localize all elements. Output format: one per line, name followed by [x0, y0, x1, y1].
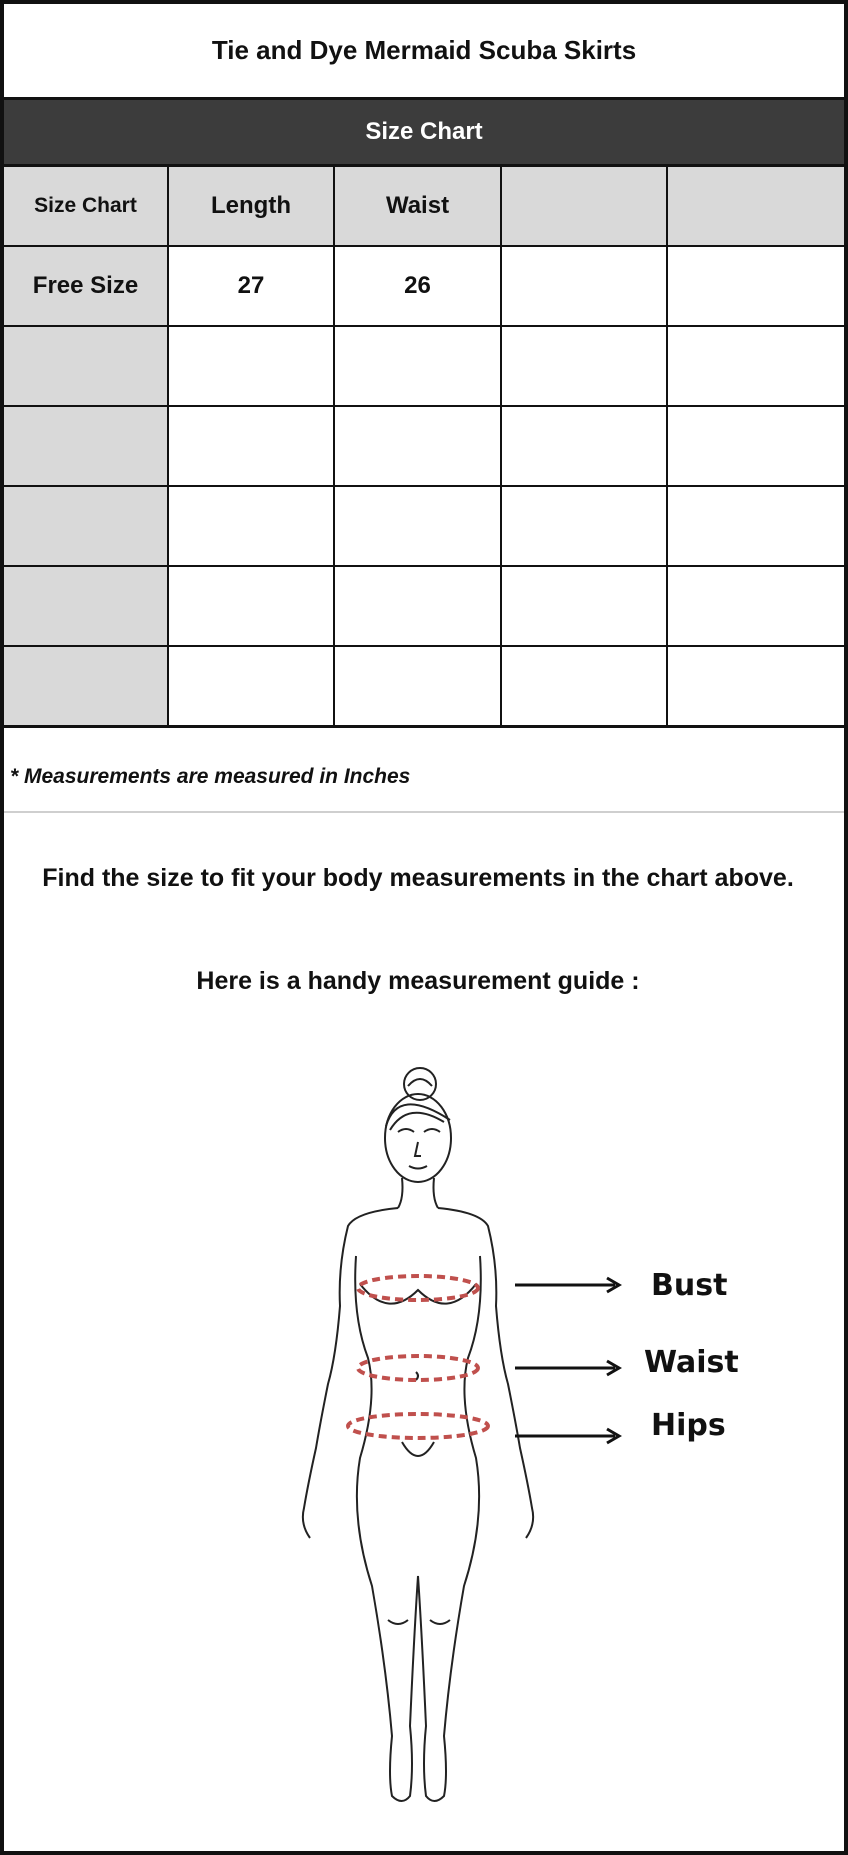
- table-row: [4, 646, 844, 727]
- table-cell: [667, 406, 844, 486]
- waist-label: Waist: [644, 1345, 739, 1380]
- table-cell: [501, 486, 667, 566]
- page-title: Tie and Dye Mermaid Scuba Skirts: [4, 4, 844, 100]
- table-cell: 27: [168, 246, 334, 326]
- table-row: [4, 406, 844, 486]
- size-chart-header: Size Chart: [4, 100, 844, 167]
- table-cell: [168, 646, 334, 727]
- header-cell: Waist: [334, 167, 501, 246]
- bust-label: Bust: [651, 1268, 728, 1303]
- table-cell: [4, 566, 168, 646]
- table-cell: [334, 326, 501, 406]
- guide-subtitle: Here is a handy measurement guide :: [196, 967, 640, 995]
- table-cell: [334, 486, 501, 566]
- table-cell: [667, 246, 844, 326]
- table-cell: [4, 406, 168, 486]
- table-cell: [501, 406, 667, 486]
- table-cell: [501, 326, 667, 406]
- divider: [4, 811, 844, 813]
- header-cell: [501, 167, 667, 246]
- table-cell: 26: [334, 246, 501, 326]
- size-table: [4, 167, 844, 728]
- bust-arrow: [515, 1275, 625, 1295]
- table-row: [4, 326, 844, 406]
- table-cell: [501, 566, 667, 646]
- table-row: [4, 246, 844, 326]
- table-cell: [501, 246, 667, 326]
- table-cell: [4, 326, 168, 406]
- measurement-unit-note: * Measurements are measured in Inches: [10, 765, 411, 788]
- guide-instruction: Find the size to fit your body measurements in the chart above.: [42, 864, 794, 892]
- header-cell: [667, 167, 844, 246]
- table-cell: Free Size: [4, 246, 168, 326]
- hips-arrow: [515, 1426, 625, 1446]
- table-cell: [667, 486, 844, 566]
- table-header-row: [4, 167, 844, 246]
- table-cell: [168, 406, 334, 486]
- table-cell: [334, 406, 501, 486]
- header-cell: Size Chart: [4, 167, 168, 246]
- table-cell: [168, 326, 334, 406]
- table-cell: [667, 566, 844, 646]
- table-row: [4, 566, 844, 646]
- table-cell: [334, 646, 501, 727]
- header-cell: Length: [168, 167, 334, 246]
- table-cell: [667, 646, 844, 727]
- table-row: [4, 486, 844, 566]
- table-cell: [4, 646, 168, 727]
- table-cell: [501, 646, 667, 727]
- hips-label: Hips: [651, 1408, 726, 1443]
- table-cell: [168, 566, 334, 646]
- table-cell: [334, 566, 501, 646]
- table-cell: [667, 326, 844, 406]
- table-cell: [168, 486, 334, 566]
- waist-arrow: [515, 1358, 625, 1378]
- table-cell: [4, 486, 168, 566]
